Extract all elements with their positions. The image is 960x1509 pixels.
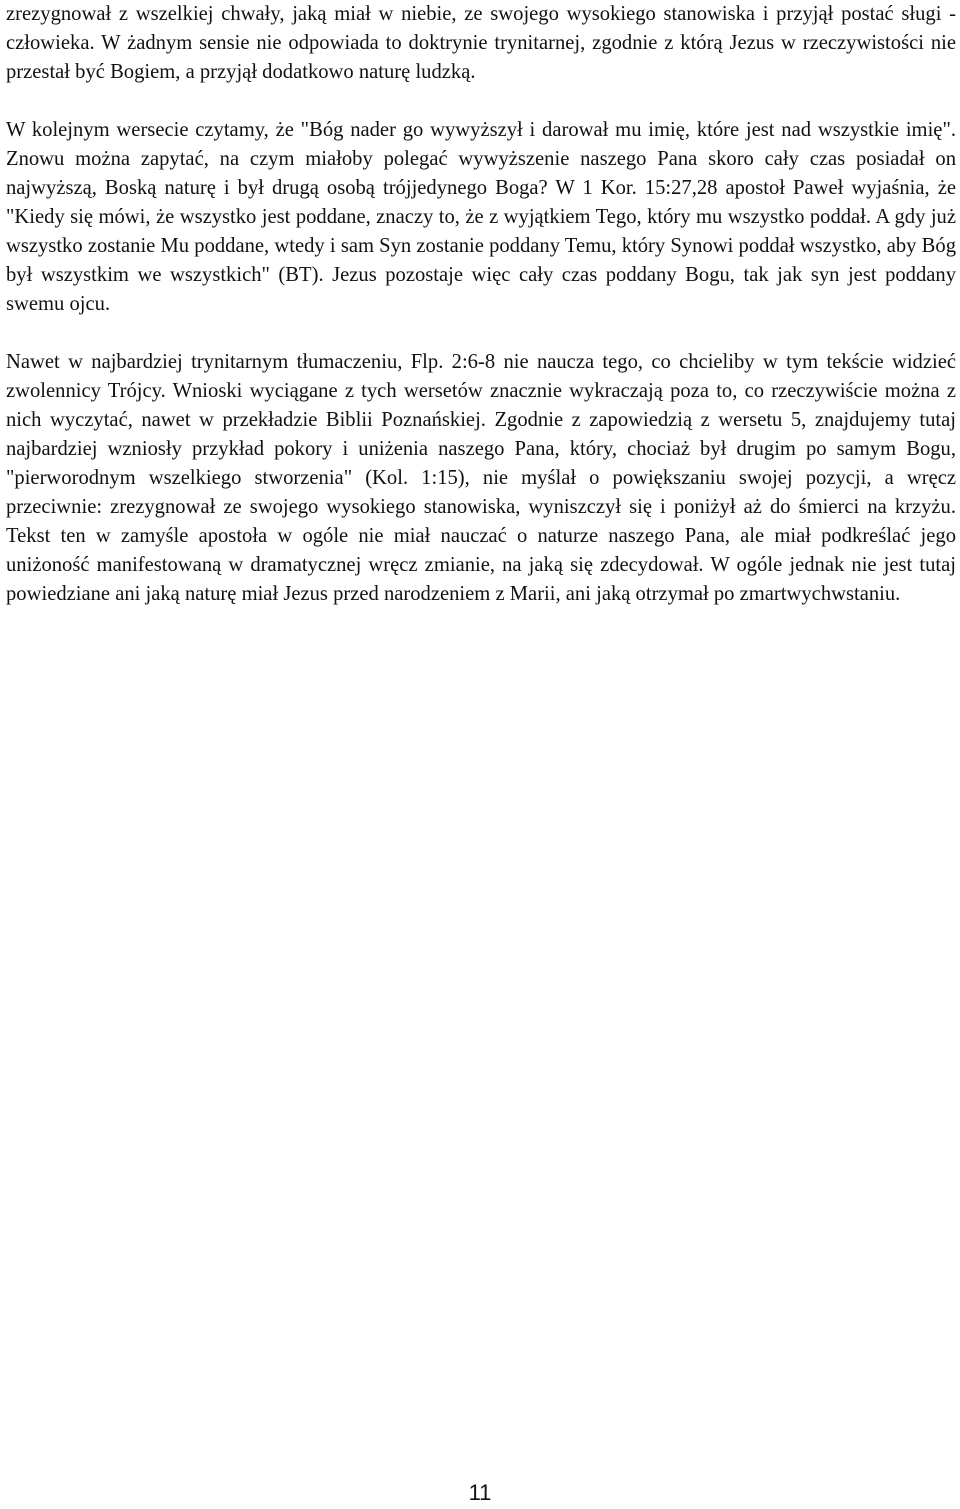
paragraph-1: zrezygnował z wszelkiej chwały, jaką miał w niebie, ze swojego wysokiego stanowiska i przyjął postać sługi - człowieka. W żadnym sensie nie odpowiada to doktrynie trynitarnej, zgodnie z którą Jezus w rzeczywistości nie przestał być Bogiem, a przyjął dodatkowo naturę ludzką.: [6, 3, 956, 83]
page-number: 11: [468, 1480, 492, 1505]
paragraph-2: W kolejnym wersecie czytamy, że "Bóg nader go wywyższył i darował mu imię, które jest nad wszystkie imię". Znowu można zapytać, na czym miałoby polegać wywyższenie naszego Pana skoro cały czas posiadał on najwyższą, Boską naturę i był drugą osobą trójjedynego Boga? W 1 Kor. 15:27,28 apostoł Paweł wyjaśnia, że "Kiedy się mówi, że wszystko jest poddane, znaczy to, że z wyjątkiem Tego, który mu wszystko poddał. A gdy już wszystko zostanie Mu poddane, wtedy i sam Syn zostanie poddany Temu, który Synowi poddał wszystko, aby Bóg był wszystkim we wszystkich" (BT). Jezus pozostaje więc cały czas poddany Bogu, tak jak syn jest poddany swemu ojcu.: [6, 119, 956, 315]
paragraph-3: Nawet w najbardziej trynitarnym tłumaczeniu, Flp. 2:6-8 nie naucza tego, co chcieliby w tym tekście widzieć zwolennicy Trójcy. Wnioski wyciągane z tych wersetów znacznie wykraczają poza to, co rzeczywiście można z nich wyczytać, nawet w przekładzie Biblii Poznańskiej. Zgodnie z zapowiedzią z wersetu 5, znajdujemy tutaj najbardziej wzniosły przykład pokory i uniżenia naszego Pana, który, chociaż był drugim po samym Bogu, "pierworodnym wszelkiego stworzenia" (Kol. 1:15), nie myślał o powiększaniu swojej pozycji, a wręcz przeciwnie: zrezygnował ze swojego wysokiego stanowiska, wyniszczył się i poniżył aż do śmierci na krzyżu. Tekst ten w zamyśle apostoła w ogóle nie miał nauczać o naturze naszego Pana, ale miał podkreślać jego uniżoność manifestowaną w dramatycznej wręcz zmianie, na jaką się zdecydował. W ogóle jednak nie jest tutaj powiedziane ani jaką naturę miał Jezus przed narodzeniem z Marii, ani jaką otrzymał po zmartwychwstaniu.: [6, 351, 956, 605]
document-body: [6, 0, 956, 638]
